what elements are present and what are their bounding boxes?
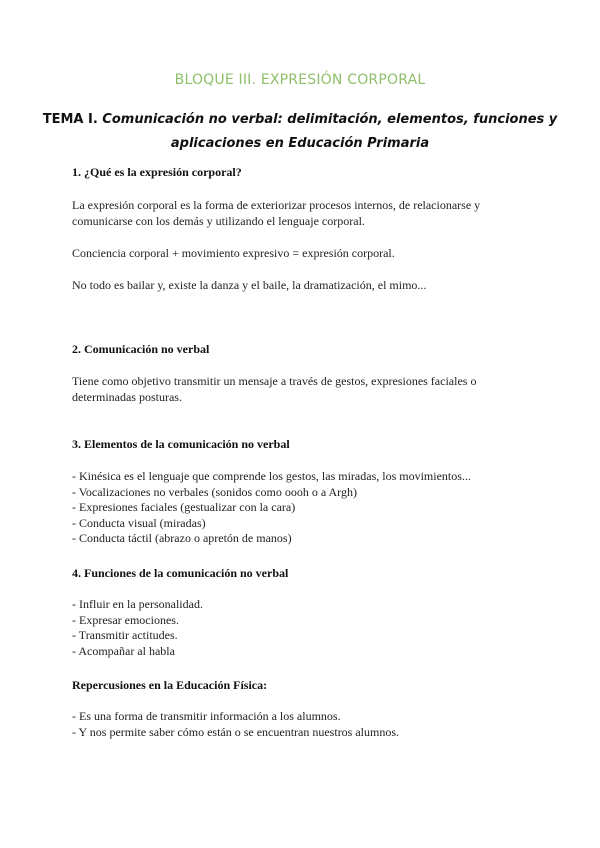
section-1-paragraph-2: Conciencia corporal + movimiento expresivo = expresión corporal. (72, 246, 395, 260)
section-4-list (72, 597, 203, 659)
list-item: - Influir en la personalidad. (72, 597, 203, 611)
list-item: - Y nos permite saber cómo están o se encuentran nuestros alumnos. (72, 724, 400, 739)
section-2-heading: 2. Comunicación no verbal (72, 342, 210, 356)
section-1-heading: 1. ¿Qué es la expresión corporal? (72, 165, 242, 179)
section-3-heading: 3. Elementos de la comunicación no verbal (72, 437, 290, 451)
list-item: - Vocalizaciones no verbales (sonidos como oooh o a Argh) (72, 484, 357, 499)
list-item: - Es una forma de transmitir información a los alumnos. (72, 709, 341, 723)
list-item: - Acompañar al habla (72, 643, 175, 658)
section-5-list (72, 709, 399, 740)
list-item: - Transmitir actitudes. (72, 628, 178, 643)
tema-number: TEMA I. (42, 112, 98, 127)
list-item: - Conducta visual (miradas) (72, 515, 206, 530)
list-item: - Expresar emociones. (72, 612, 179, 627)
section-5-heading: Repercusiones en la Educación Física: (72, 678, 268, 692)
section-2-paragraph-1: Tiene como objetivo transmitir un mensaje a través de gestos, expresiones faciales o determinadas posturas. (72, 374, 477, 404)
list-item: - Conducta táctil (abrazo o apretón de manos) (72, 531, 292, 546)
tema-subject: Comunicación no verbal: delimitación, elementos, funciones y aplicaciones en Educación Primaria (102, 112, 558, 151)
section-1-paragraph-3: No todo es bailar y, existe la danza y el baile, la dramatización, el mimo... (72, 278, 427, 292)
section-1-paragraph-1: La expresión corporal es la forma de exteriorizar procesos internos, de relacionarse y comunicarse con los demás y utilizando el lenguaje corporal. (72, 198, 481, 228)
tema-title (40, 108, 560, 156)
block-title: BLOQUE III. EXPRESIÓN CORPORAL (174, 72, 426, 88)
section-3-list (72, 469, 471, 547)
list-item: - Expresiones faciales (gestualizar con la cara) (72, 500, 296, 515)
section-4-heading: 4. Funciones de la comunicación no verbal (72, 566, 289, 580)
list-item: - Kinésica es el lenguaje que comprende los gestos, las miradas, los movimientos... (72, 469, 471, 483)
